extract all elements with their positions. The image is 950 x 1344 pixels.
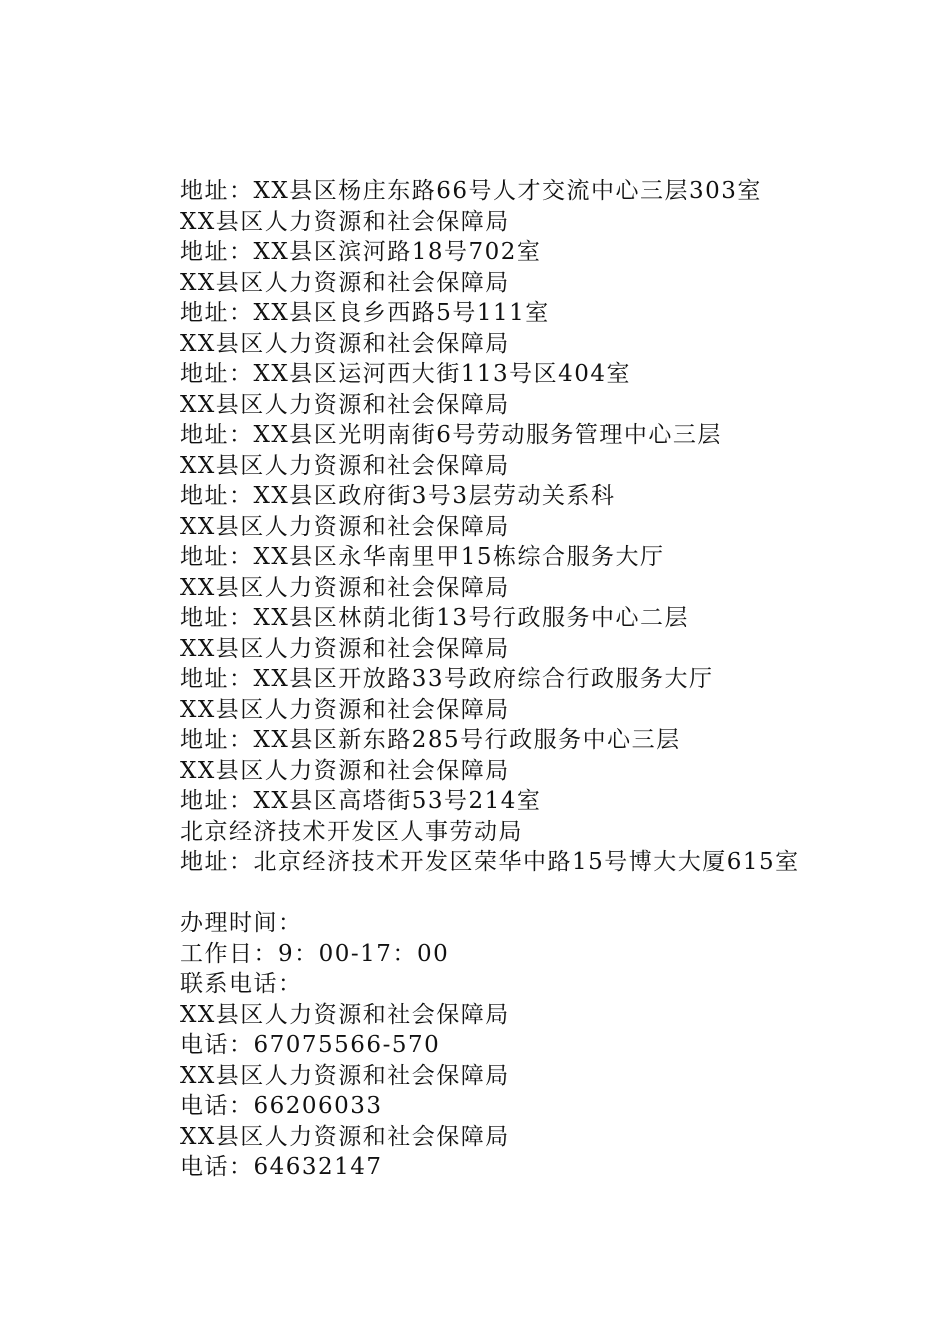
blank-line xyxy=(180,878,900,909)
address-line: 地址：XX县区政府街3号3层劳动关系科 xyxy=(180,483,616,509)
address-line: 地址：XX县区滨河路18号702室 xyxy=(180,239,542,265)
phone-line: 电话：64632147 xyxy=(180,1154,383,1180)
bureau-name: XX县区人力资源和社会保障局 xyxy=(180,1001,510,1028)
hours-value: 工作日：9：00-17：00 xyxy=(180,940,450,967)
address-line: 地址：XX县区光明南街6号劳动服务管理中心三层 xyxy=(180,422,722,448)
address-line: 地址：XX县区高塔街53号214室 xyxy=(180,788,542,814)
address-line: 地址：XX县区运河西大街113号区404室 xyxy=(180,361,632,387)
bureau-name: XX县区人力资源和社会保障局 xyxy=(180,696,510,723)
phone-heading: 联系电话： xyxy=(180,971,303,997)
address-line: 地址：北京经济技术开发区荣华中路15号博大大厦615室 xyxy=(180,849,800,875)
bureau-name: XX县区人力资源和社会保障局 xyxy=(180,574,510,601)
address-line: 地址：XX县区林荫北街13号行政服务中心二层 xyxy=(180,605,690,631)
bureau-name: XX县区人力资源和社会保障局 xyxy=(180,757,510,784)
document-body xyxy=(180,176,900,1183)
bureau-name: XX县区人力资源和社会保障局 xyxy=(180,1123,510,1150)
bureau-name: XX县区人力资源和社会保障局 xyxy=(180,208,510,235)
address-line: 地址：XX县区永华南里甲15栋综合服务大厅 xyxy=(180,544,665,570)
bureau-name: XX县区人力资源和社会保障局 xyxy=(180,1062,510,1089)
address-line: 地址：XX县区新东路285号行政服务中心三层 xyxy=(180,727,681,753)
bureau-name: 北京经济技术开发区人事劳动局 xyxy=(180,818,523,845)
address-line: 地址：XX县区开放路33号政府综合行政服务大厅 xyxy=(180,666,714,692)
address-line: 地址：XX县区良乡西路5号111室 xyxy=(180,300,550,326)
phone-line: 电话：67075566-570 xyxy=(180,1032,441,1058)
bureau-name: XX县区人力资源和社会保障局 xyxy=(180,452,510,479)
phone-line: 电话：66206033 xyxy=(180,1093,383,1119)
bureau-name: XX县区人力资源和社会保障局 xyxy=(180,391,510,418)
bureau-name: XX县区人力资源和社会保障局 xyxy=(180,513,510,540)
address-line: 地址：XX县区杨庄东路66号人才交流中心三层303室 xyxy=(180,178,762,204)
bureau-name: XX县区人力资源和社会保障局 xyxy=(180,635,510,662)
bureau-name: XX县区人力资源和社会保障局 xyxy=(180,269,510,296)
bureau-name: XX县区人力资源和社会保障局 xyxy=(180,330,510,357)
hours-heading: 办理时间： xyxy=(180,910,303,936)
